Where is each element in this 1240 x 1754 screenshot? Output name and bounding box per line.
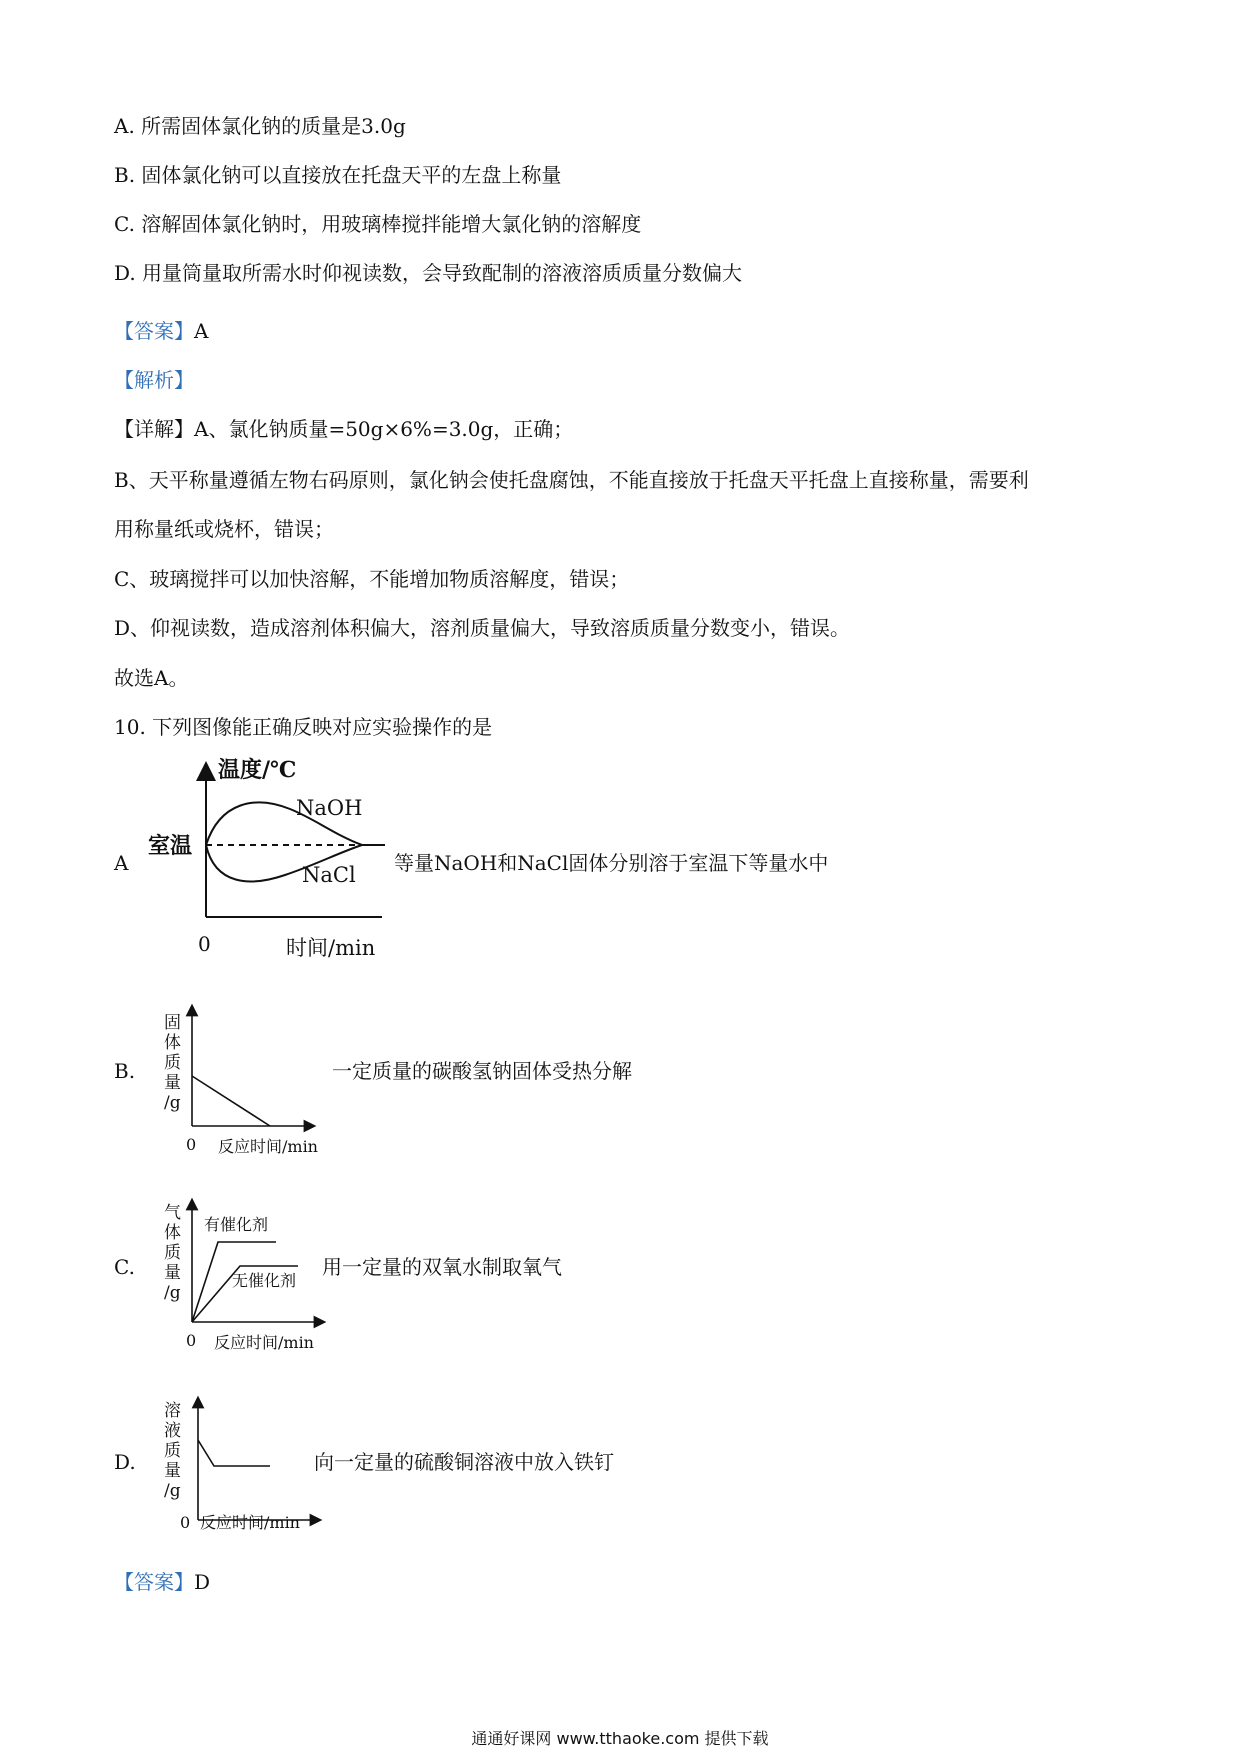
graph-c-xlabel: 反应时间/min <box>214 1333 314 1352</box>
analysis-tag: 【解析】 <box>114 368 194 392</box>
graph-c-ylabel-1: 气 <box>164 1203 181 1223</box>
graph-d-origin: 0 <box>180 1513 191 1532</box>
graph-d-ylabel-3: 质 <box>164 1441 181 1461</box>
q10-option-d-desc: 向一定量的硫酸铜溶液中放入铁钉 <box>314 1450 614 1474</box>
graph-d-curve <box>198 1440 270 1466</box>
graph-d-solution-mass <box>158 1394 338 1552</box>
graph-b-solid-mass <box>158 1002 338 1160</box>
q10-option-b-desc: 一定质量的碳酸氢钠固体受热分解 <box>332 1059 632 1083</box>
answer-q9 <box>114 317 208 345</box>
graph-a-xlabel: 时间/min <box>286 936 376 960</box>
graph-d-ylabel-2: 液 <box>164 1421 181 1441</box>
graph-c-ylabel-3: 质 <box>164 1243 181 1263</box>
graph-c-catalyst-label: 有催化剂 <box>204 1215 269 1234</box>
detail-conclusion: 故选A。 <box>114 666 189 690</box>
option-q9-a: A. 所需固体氯化钠的质量是3.0g <box>114 114 406 138</box>
q10-option-a-desc: 等量NaOH和NaCl固体分别溶于室温下等量水中 <box>394 851 829 875</box>
detail-line-a <box>114 415 573 443</box>
answer-tag: 【答案】 <box>114 319 194 343</box>
graph-b-ylabel-2: 体 <box>164 1033 181 1053</box>
q10-option-a-label: A <box>114 851 129 875</box>
graph-b-origin: 0 <box>186 1135 197 1154</box>
graph-b-curve <box>192 1076 270 1126</box>
graph-d-ylabel-4: 量 <box>164 1461 181 1481</box>
option-q9-c: C. 溶解固体氯化钠时，用玻璃棒搅拌能增大氯化钠的溶解度 <box>114 212 642 236</box>
graph-b-ylabel-1: 固 <box>164 1013 181 1033</box>
q10-option-c-desc: 用一定量的双氧水制取氧气 <box>322 1255 562 1279</box>
detail-tag: 【详解】 <box>114 417 194 441</box>
answer-value: A <box>194 319 209 343</box>
graph-d-ylabel-1: 溶 <box>164 1401 181 1421</box>
graph-b-ylabel-4: 量 <box>164 1073 181 1093</box>
graph-a-nacl-label: NaCl <box>302 863 356 887</box>
graph-a-temperature <box>140 757 390 962</box>
graph-a-ylabel: 温度/℃ <box>218 757 297 783</box>
answer-value: D <box>194 1570 211 1594</box>
graph-b-ylabel-3: 质 <box>164 1053 181 1073</box>
answer-tag: 【答案】 <box>114 1570 194 1594</box>
graph-c-ylabel-2: 体 <box>164 1223 181 1243</box>
q10-option-c-label: C. <box>114 1255 135 1279</box>
option-q9-d: D. 用量筒量取所需水时仰视读数，会导致配制的溶液溶质质量分数偏大 <box>114 261 743 285</box>
graph-b-ylabel-5: /g <box>164 1093 181 1113</box>
page-footer: 通通好课网 www.tthaoke.com 提供下载 <box>471 1729 769 1748</box>
graph-b-xlabel: 反应时间/min <box>218 1137 318 1156</box>
graph-c-origin: 0 <box>186 1331 197 1350</box>
detail-a-text: A、氯化钠质量=50g×6%=3.0g，正确； <box>194 417 574 441</box>
graph-c-gas-mass <box>158 1196 338 1354</box>
detail-line-b1: B、天平称量遵循左物右码原则，氯化钠会使托盘腐蚀，不能直接放于托盘天平托盘上直接称量，需要利 <box>114 468 1029 492</box>
q10-option-d-label: D. <box>114 1450 136 1474</box>
question-10: 10. 下列图像能正确反映对应实验操作的是 <box>114 715 493 739</box>
q10-option-b-label: B. <box>114 1059 136 1083</box>
detail-line-c: C、玻璃搅拌可以加快溶解，不能增加物质溶解度，错误； <box>114 567 630 591</box>
option-q9-b: B. 固体氯化钠可以直接放在托盘天平的左盘上称量 <box>114 163 562 187</box>
graph-c-ylabel-4: 量 <box>164 1263 181 1283</box>
detail-line-b2: 用称量纸或烧杯，错误； <box>114 517 334 541</box>
graph-d-ylabel-5: /g <box>164 1481 181 1501</box>
graph-d-xlabel: 反应时间/min <box>200 1513 300 1532</box>
graph-a-room-temp-label: 室温 <box>148 833 193 859</box>
detail-line-d: D、仰视读数，造成溶剂体积偏大，溶剂质量偏大，导致溶质质量分数变小，错误。 <box>114 616 851 640</box>
graph-c-ylabel-5: /g <box>164 1283 181 1303</box>
answer-q10 <box>114 1568 210 1596</box>
graph-c-no-catalyst-label: 无催化剂 <box>232 1271 297 1290</box>
graph-a-origin: 0 <box>198 932 211 956</box>
graph-a-naoh-label: NaOH <box>296 796 363 820</box>
